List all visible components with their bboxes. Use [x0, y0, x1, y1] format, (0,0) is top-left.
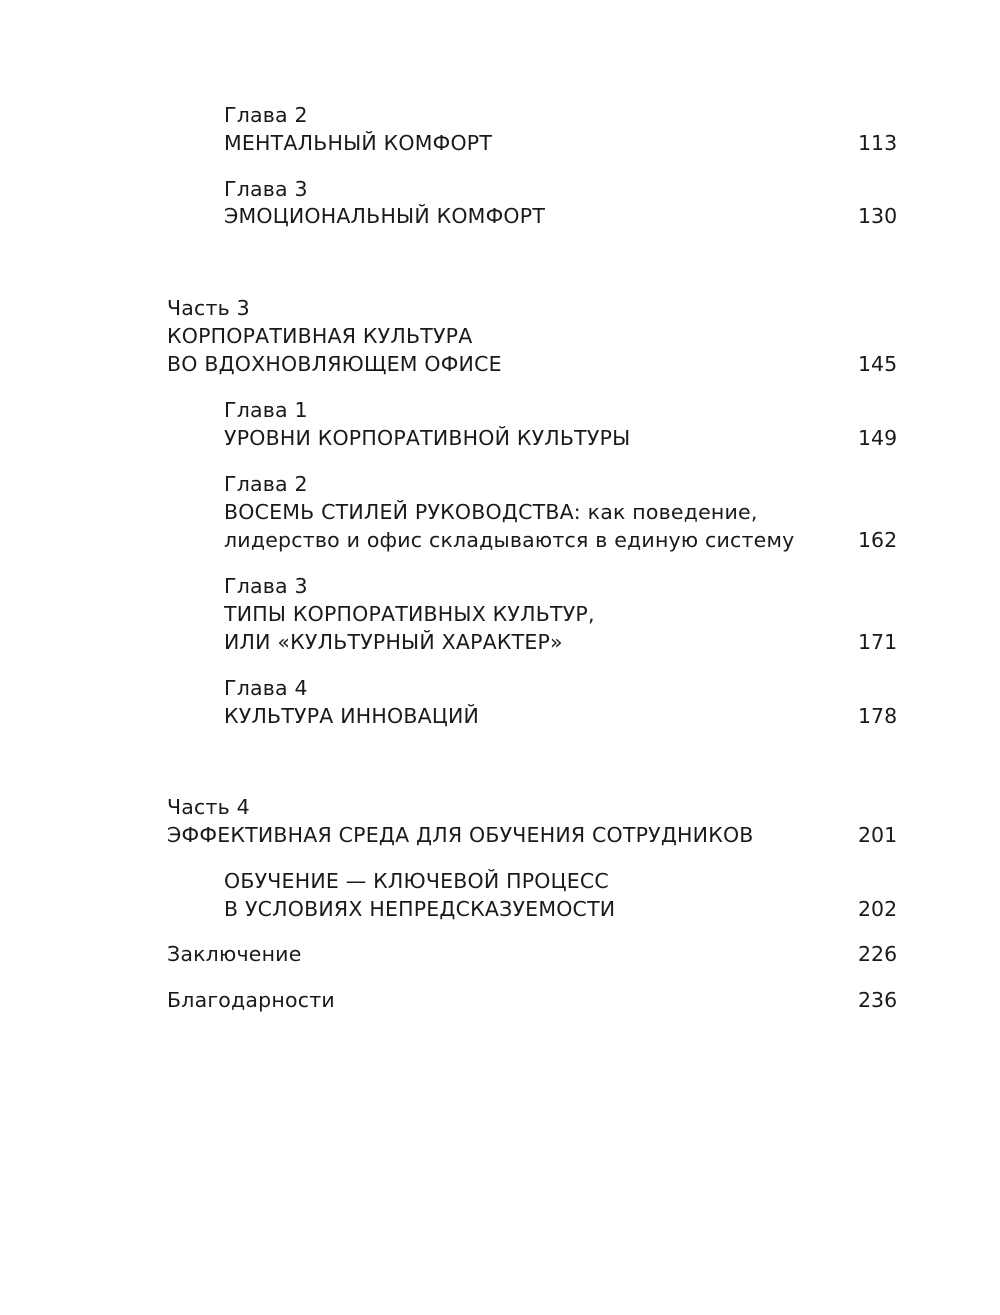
page-number: 171	[858, 630, 898, 654]
part-title-line2: ВО ВДОХНОВЛЯЮЩЕМ ОФИСЕ	[167, 352, 502, 376]
chapter-title-line1: ВОСЕМЬ СТИЛЕЙ РУКОВОДСТВА: как поведение,	[224, 500, 758, 524]
section-title-line1: ОБУЧЕНИЕ — КЛЮЧЕВОЙ ПРОЦЕСС	[224, 869, 609, 893]
part-title-line1: КОРПОРАТИВНАЯ КУЛЬТУРА	[167, 324, 473, 348]
chapter-label: Глава 3	[224, 177, 308, 201]
chapter-title-line2: ИЛИ «КУЛЬТУРНЫЙ ХАРАКТЕР»	[224, 630, 563, 654]
page-number: 113	[858, 131, 898, 155]
part-title: ЭФФЕКТИВНАЯ СРЕДА ДЛЯ ОБУЧЕНИЯ СОТРУДНИКОВ	[167, 823, 754, 847]
chapter-label: Глава 3	[224, 574, 308, 598]
chapter-title-line2: лидерство и офис складываются в единую систему	[224, 528, 795, 552]
part-label: Часть 4	[167, 795, 250, 819]
chapter-label: Глава 2	[224, 103, 308, 127]
page-number: 201	[858, 823, 898, 847]
chapter-title: КУЛЬТУРА ИННОВАЦИЙ	[224, 704, 480, 728]
page-number: 226	[858, 942, 898, 966]
chapter-label: Глава 1	[224, 398, 308, 422]
chapter-title: ЭМОЦИОНАЛЬНЫЙ КОМФОРТ	[224, 204, 546, 228]
section-title-line2: В УСЛОВИЯХ НЕПРЕДСКАЗУЕМОСТИ	[224, 897, 616, 921]
page-number: 149	[858, 426, 898, 450]
part-label: Часть 3	[167, 296, 250, 320]
page-number: 130	[858, 204, 898, 228]
section-title: Заключение	[167, 942, 302, 966]
chapter-title-line1: ТИПЫ КОРПОРАТИВНЫХ КУЛЬТУР,	[224, 602, 595, 626]
page-number: 202	[858, 897, 898, 921]
chapter-label: Глава 4	[224, 676, 308, 700]
chapter-title: УРОВНИ КОРПОРАТИВНОЙ КУЛЬТУРЫ	[224, 426, 631, 450]
page-number: 236	[858, 988, 898, 1012]
page-number: 178	[858, 704, 898, 728]
section-title: Благодарности	[167, 988, 335, 1012]
page-number: 162	[858, 528, 898, 552]
chapter-title: МЕНТАЛЬНЫЙ КОМФОРТ	[224, 131, 493, 155]
chapter-label: Глава 2	[224, 472, 308, 496]
page-number: 145	[858, 352, 898, 376]
